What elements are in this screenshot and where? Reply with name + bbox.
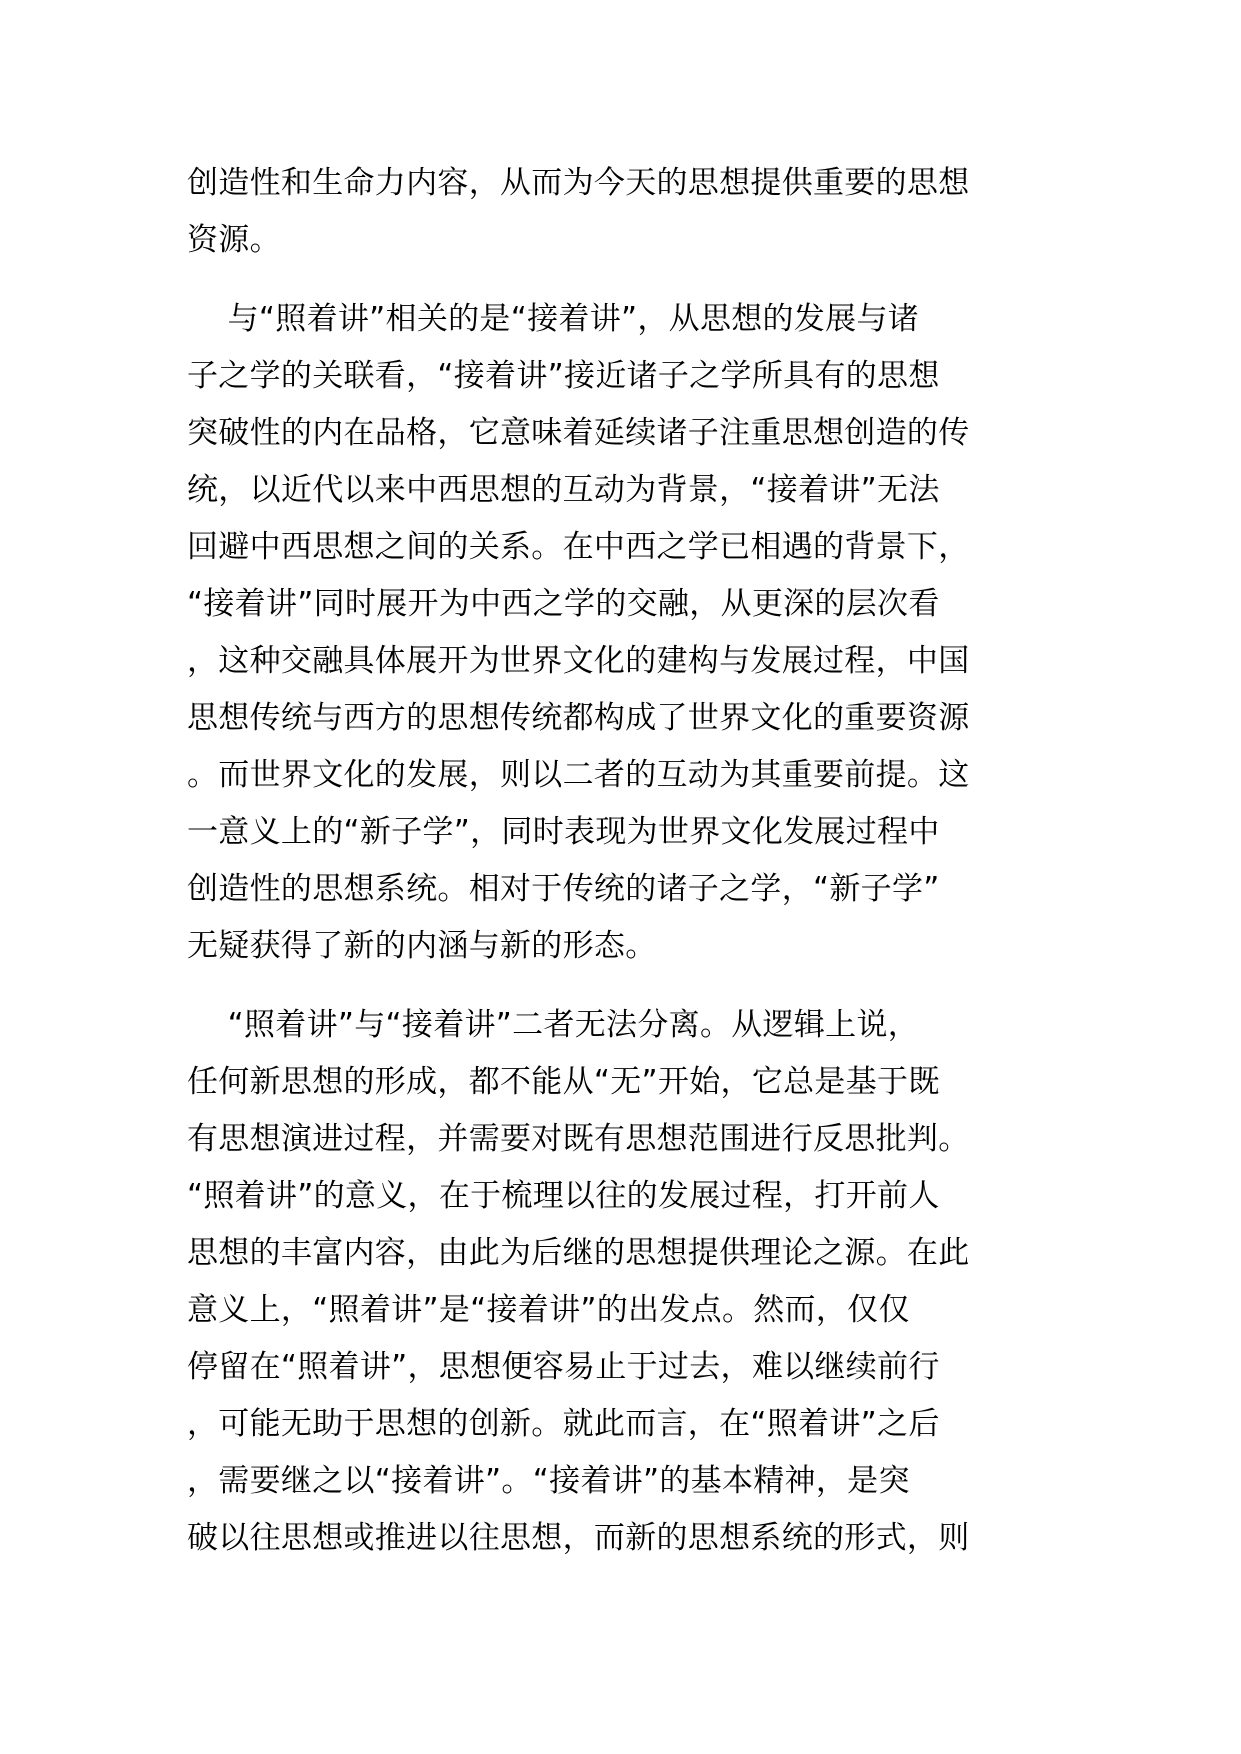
text-line: “照着讲”的意义，在于梳理以往的发展过程，打开前人	[187, 1178, 940, 1214]
text-line: ，这种交融具体展开为世界文化的建构与发展过程，中国	[187, 643, 970, 679]
text-line: 思想传统与西方的思想传统都构成了世界文化的重要资源	[187, 700, 970, 736]
text-line: 破以往思想或推进以往思想，而新的思想系统的形式，则	[187, 1520, 970, 1556]
text-line: 有思想演进过程，并需要对既有思想范围进行反思批判。	[187, 1121, 970, 1157]
paragraph	[187, 291, 1067, 975]
paragraph	[187, 997, 1067, 1567]
text-line: 思想的丰富内容，由此为后继的思想提供理论之源。在此	[187, 1235, 970, 1271]
text-line: 意义上，“照着讲”是“接着讲”的出发点。然而，仅仅	[187, 1292, 910, 1328]
text-line: 任何新思想的形成，都不能从“无”开始，它总是基于既	[187, 1064, 940, 1100]
text-line: 。而世界文化的发展，则以二者的互动为其重要前提。这	[187, 757, 970, 793]
text-line: 与“照着讲”相关的是“接着讲”，从思想的发展与诸	[187, 301, 920, 337]
text-line: 创造性的思想系统。相对于传统的诸子之学，“新子学”	[187, 871, 940, 907]
text-line: 停留在“照着讲”，思想便容易止于过去，难以继续前行	[187, 1349, 940, 1385]
text-line: “照着讲”与“接着讲”二者无法分离。从逻辑上说，	[187, 1007, 920, 1043]
text-line: 子之学的关联看，“接着讲”接近诸子之学所具有的思想	[187, 358, 940, 394]
text-line: 回避中西思想之间的关系。在中西之学已相遇的背景下，	[187, 529, 970, 565]
text-line: ，需要继之以“接着讲”。“接着讲”的基本精神，是突	[187, 1463, 910, 1499]
text-line: 一意义上的“新子学”，同时表现为世界文化发展过程中	[187, 814, 940, 850]
text-line: 突破性的内在品格，它意味着延续诸子注重思想创造的传	[187, 415, 970, 451]
paragraph	[187, 155, 1067, 269]
text-line: “接着讲”同时展开为中西之学的交融，从更深的层次看	[187, 586, 940, 622]
text-line: 统，以近代以来中西思想的互动为背景，“接着讲”无法	[187, 472, 940, 508]
text-line: 创造性和生命力内容，从而为今天的思想提供重要的思想	[187, 165, 970, 201]
body-text	[187, 155, 1067, 1567]
text-line: 无疑获得了新的内涵与新的形态。	[187, 928, 657, 964]
text-line: ，可能无助于思想的创新。就此而言，在“照着讲”之后	[187, 1406, 940, 1442]
text-line: 资源。	[187, 222, 281, 258]
